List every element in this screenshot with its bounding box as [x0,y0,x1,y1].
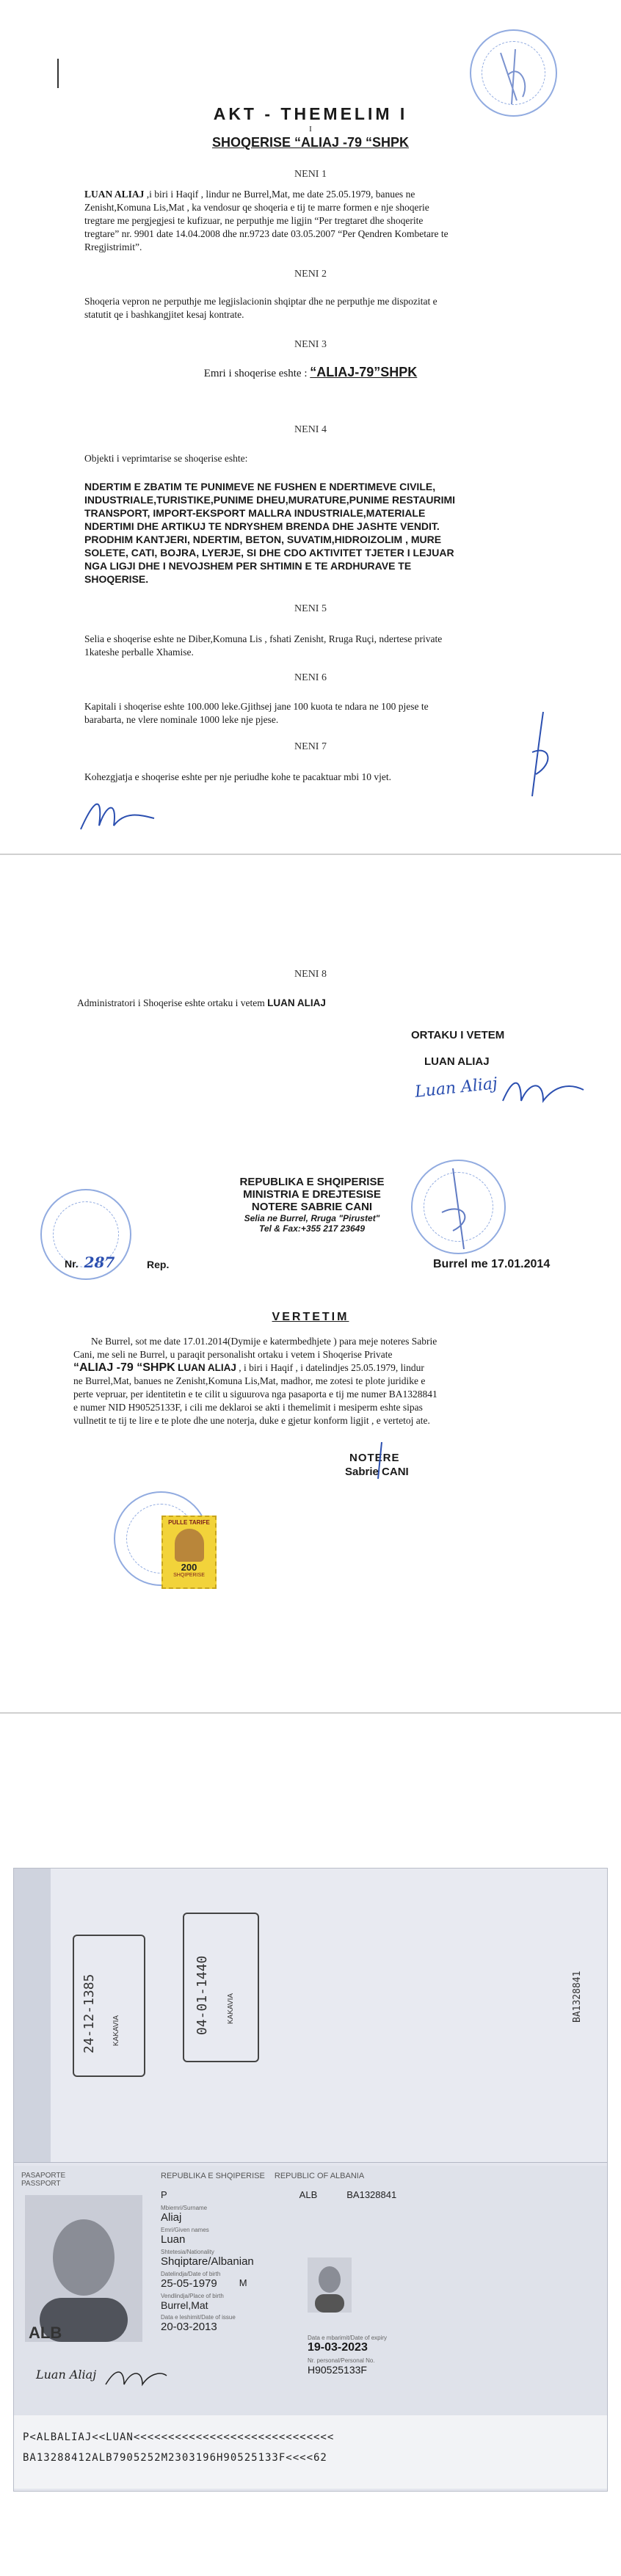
sole-partner-title: ORTAKU I VETEM [411,1029,505,1041]
passport-sex: M [239,2277,247,2288]
passport-issue-date: 20-03-2013 [161,2321,217,2333]
tax-stamp-emblem [175,1529,204,1562]
place-date: Burrel me 17.01.2014 [433,1258,551,1270]
article-1-text: LUAN ALIAJ ,i biri i Haqif , lindur ne Burrel,Mat, me date 25.05.1979, banues ne Zenisht,Komuna Lis,Mat , ka vendosur qe shoqeria e tij te marre formen e nje shoqerie tregtare me pergjegjesi te kufizuar, ne perputhje me ligjin “Per tregtaret dhe shoqerite tregtare” nr. 9901 date 14.04.2008 dhe nr.9723 date 03.05.2007 “Per Qendren Kombetare te Rregjistrimit”. [84,189,448,252]
notary-name: Sabrie CANI [345,1466,409,1478]
document-page-1 [0,0,621,855]
article-5-heading: NENI 5 [294,603,327,614]
document-page-3 [0,1714,621,2576]
document-subtitle: SHOQERISE “ALIAJ -79 “SHPK [211,135,410,150]
passport-expiry: 19-03-2023 [308,2341,368,2354]
article-3-text: Emri i shoqerise eshte : “ALIAJ-79”SHPK [203,365,418,379]
passport-pob: Burrel,Mat [161,2299,208,2311]
passport-nationality: Shqiptare/Albanian [161,2255,254,2268]
passport-holder-signature: Luan Aliaj [36,2368,97,2382]
passport-visa-page [14,1869,607,2163]
notary-title: NOTERE [349,1452,400,1464]
signature-flourish [499,1071,587,1108]
tax-stamp: PULLE TARIFE 200 SHQIPERISE [161,1516,217,1589]
passport-data-page [14,2166,607,2489]
vertetim-text: Ne Burrel, sot me date 17.01.2014(Dymije e katermbedhjete ) para meje noteres Sabrie Cani, me seli ne Burrel, u paraqit personalisht ortaku i vetem i Shoqerise Private “ALIAJ -79 “SHPK LUAN ALIAJ , i biri i Haqif , i datelindjes 25.05.1979, lindur ne Burrel,Mat, banues ne Zenisht,Komuna Lis,Mat, madhor, me zotesi te plote juridike e perte vepruar, per identitetin e te cilit u siguurova nga pasaporta e tij me numer BA1328841 e numer NID H90525133F, i cili me deklaroi se akti i themelimit i mesiperm eshte sipas vullnetit te tij te lire e te plote dhe une noterja, duke e gjetur konform ligjit , e vertetoj ate. [73,1336,437,1426]
founder-name: LUAN ALIAJ [84,189,145,200]
article-8-text: Administratori i Shoqerise eshte ortaku i vetem LUAN ALIAJ [77,997,326,1008]
passport-expiry-block: Data e mbarimit/Date of expiry 19-03-2023 Nr. personal/Personal No. H90525133F [308,2335,388,2376]
passport-photo [25,2195,142,2342]
article-7-text: Kohezgjatja e shoqerise eshte per nje periudhe kohe te pacaktuar mbi 10 vjet. [84,771,391,782]
entry-stamp-2: 04-01-1440 KAKAVIA [183,1913,259,2062]
passport-fields: P ALB BA1328841 Mbiemri/Surname Aliaj Emri/Given names Luan Shtetesia/Nationality Shqiptare/Albanian Datelindja/Date of birth 25-05-1979 M Vendlindja/Place of birth Burrel,Mat Data e leshimit/Date of issue 20-03-2013 [161,2189,425,2333]
repertory-label: Rep. [147,1259,170,1270]
passport-given-name: Luan [161,2233,186,2246]
article-3-heading: NENI 3 [294,339,327,350]
document-title: AKT - THEMELIM I [213,104,408,123]
passport-small-photo [308,2257,352,2313]
country-header: REPUBLIKA E SHQIPERISE REPUBLIC OF ALBANIA [161,2172,365,2180]
passport-signature-flourish [102,2362,168,2392]
article-6-text: Kapitali i shoqerise eshte 100.000 leke.Gjithsej jane 100 kuota te ndara ne 100 pjese te barabarta, ne vlere nominale 1000 leke nje pjese. [84,701,429,725]
article-8-heading: NENI 8 [294,969,327,980]
sole-partner-name: LUAN ALIAJ [424,1055,490,1068]
notary-signature [367,1438,396,1482]
article-6-heading: NENI 6 [294,672,327,683]
article-2-heading: NENI 2 [294,269,327,280]
margin-mark [57,59,59,88]
passport-number: BA1328841 [346,2189,397,2200]
vertetim-heading: VERTETIM [272,1311,349,1323]
article-4-intro: Objekti i veprimtarise se shoqerise eshte: [84,453,248,464]
passport-type: P [161,2189,167,2200]
article-2-text: Shoqeria vepron ne perputhje me legjislacionin shqiptar dhe ne perputhje me dispozitat e statutit qe i bashkangjitet kesaj kontrate. [84,296,437,320]
alb-mark: ALB [29,2324,62,2342]
passport-scan [13,1868,608,2492]
mrz-zone [14,2415,607,2489]
notary-header: REPUBLIKA E SHQIPERISE MINISTRIA E DREJTESISE NOTERE SABRIE CANI Selia ne Burrel, Rruga "Pirustet" Tel & Fax:+355 217 23649 [239,1176,385,1234]
administrator-name: LUAN ALIAJ [267,997,326,1008]
sole-partner-signature: Luan Aliaj [414,1074,498,1102]
registry-number: Nr. 287 [65,1254,115,1271]
article-5-text: Selia e shoqerise eshte ne Diber,Komuna Lis , fshati Zenisht, Rruga Ruçi, ndertese private 1kateshe perballe Xhamise. [84,633,443,658]
mrz-line-2: BA13288412ALB7905252M2303196H90525133F<<<<62 [23,2452,327,2464]
passport-code: ALB [299,2189,318,2200]
document-page-2 [0,855,621,1714]
passport-surname: Aliaj [161,2211,182,2224]
article-1-heading: NENI 1 [294,169,327,180]
founder-signature-page1 [73,789,161,840]
article-7-heading: NENI 7 [294,741,327,752]
mrz-line-1: P<ALBALIAJ<<LUAN<<<<<<<<<<<<<<<<<<<<<<<<<<<<< [23,2431,335,2443]
article-4-heading: NENI 4 [294,424,327,435]
visa-page-edge [14,1869,51,2162]
passport-dob: 25-05-1979 [161,2277,217,2290]
passport-personal-no: H90525133F [308,2364,367,2376]
title-small: I [309,125,312,134]
notary-signature-page1 [514,708,565,804]
passport-label: PASAPORTE PASSPORT [21,2172,66,2188]
company-name: “ALIAJ-79”SHPK [310,365,418,379]
article-4-activities: NDERTIM E ZBATIM TE PUNIMEVE NE FUSHEN E NDERTIMEVE CIVILE, INDUSTRIALE,TURISTIKE,PUNIME DHEU,MURATURE,PUNIME RESTAURIMI TRANSPORT, IMPORT-EKSPORT MALLRA INDUSTRIALE,MATERIALE NDERTIMI DHE ARTIKUJ TE NDRYSHEM BRENDA DHE JASHTE VENDIT. PRODHIM KANTJERI, NDERTIM, BETON, SUVATIM,HIDROIZOLIM , MURE SOLETE, CATI, BOJRA, LYERJE, SI DHE CDO AKTIVITET TJETER I LEJUAR NGA LIGJI DHE I NEVOJSHEM PER SHTIMIN E TE ARDHURAVE TE SHOQERISE. [84,481,456,585]
passport-side-number: BA1328841 [572,1971,583,2023]
entry-stamp-1: 24-12-1385 KAKAVIA [73,1935,145,2077]
